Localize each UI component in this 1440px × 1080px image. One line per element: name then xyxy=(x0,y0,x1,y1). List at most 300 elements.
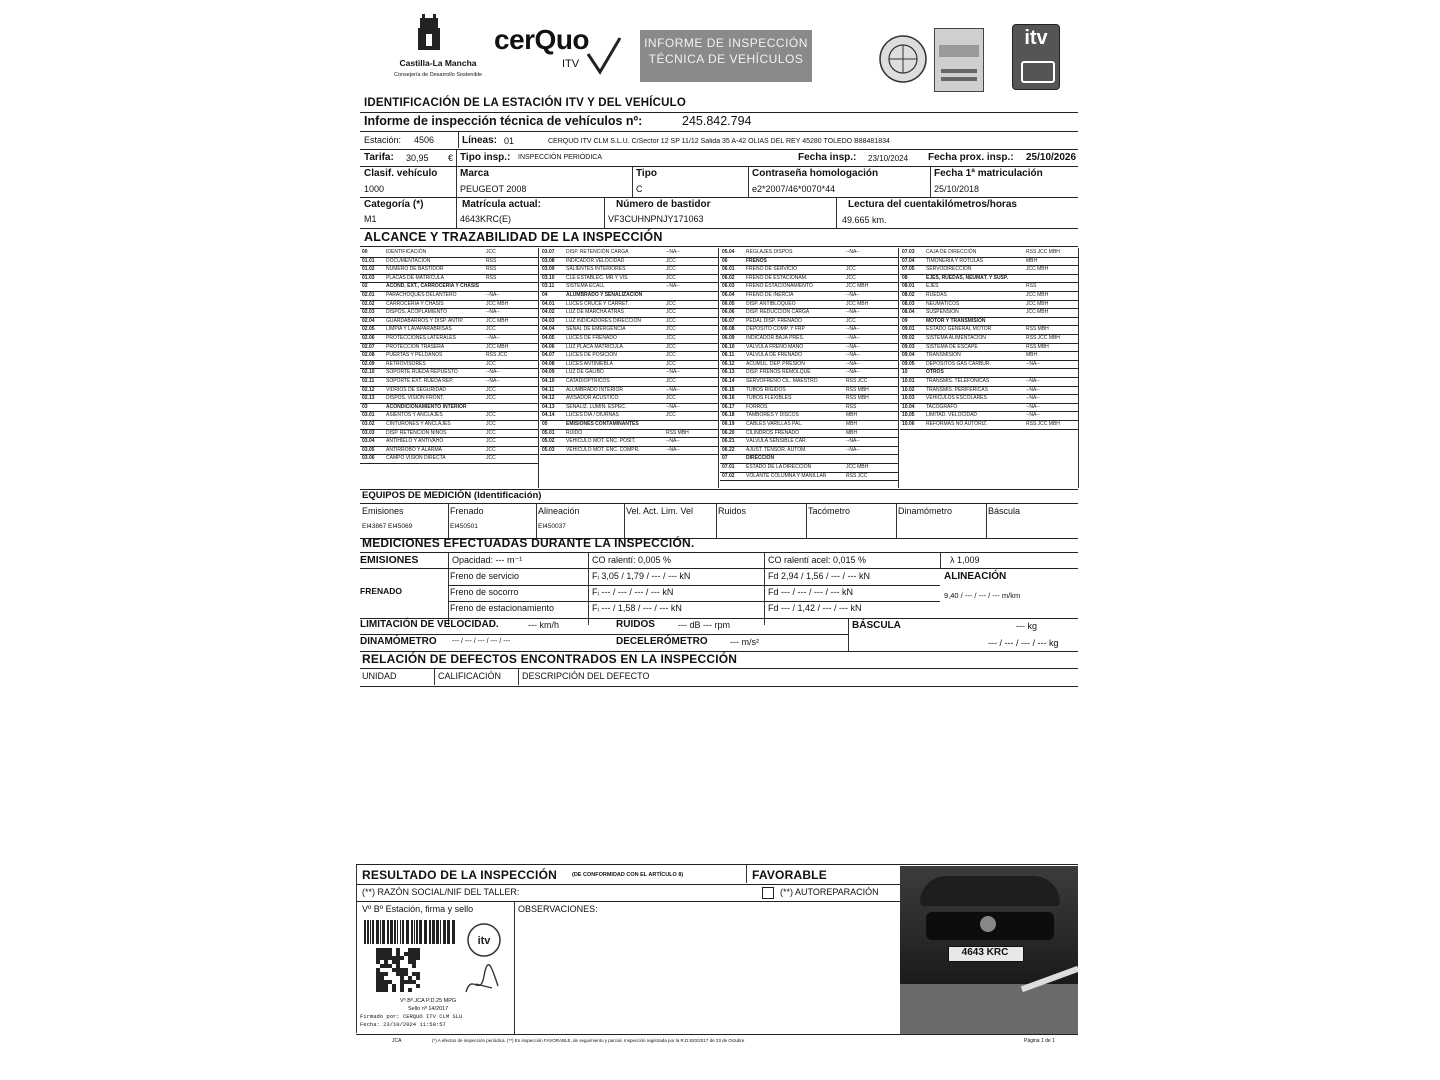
vehicle-class-label: Clasif. vehículo xyxy=(364,168,438,179)
scope-item-inspector: RSS MBH xyxy=(846,395,869,402)
scope-item-code: 06.08 xyxy=(722,326,735,333)
scope-item-name: DISP. FRENOS REMOLQUE xyxy=(746,369,811,376)
equipment-label: Frenado xyxy=(450,506,484,516)
barcode-bar xyxy=(380,920,381,944)
scope-item-name: SEÑAL DE EMERGENCIA xyxy=(566,326,626,333)
scope-item-inspector: JCC xyxy=(486,412,496,419)
scope-item-name: ESTADO GENERAL MOTOR xyxy=(926,326,992,333)
scope-item-inspector: JCC MBH xyxy=(1026,266,1049,273)
barcode-bar xyxy=(436,920,439,944)
scope-item-code: 06.03 xyxy=(722,283,735,290)
equipment-id: EI450037 xyxy=(538,523,566,530)
scope-item-inspector: RSS JCC MBH xyxy=(1026,421,1060,427)
decelerometer-label: DECELERÓMETRO xyxy=(616,636,708,647)
scope-item-inspector: --NA-- xyxy=(846,309,860,316)
scope-item-inspector: JCC xyxy=(666,309,676,316)
dynamometer-label: DINAMÓMETRO xyxy=(360,636,437,647)
scope-item-code: 05.03 xyxy=(542,446,555,453)
type-value: C xyxy=(636,184,643,194)
scope-item-code: 02.08 xyxy=(362,352,375,359)
scope-item-code: 04.06 xyxy=(542,343,555,350)
scope-item-inspector: RSS JCC xyxy=(846,378,868,384)
scope-item-inspector: --NA-- xyxy=(1026,378,1040,384)
equipment-label: Báscula xyxy=(988,506,1021,516)
scope-item-name: OTROS xyxy=(926,369,944,376)
scope-item-name: CLE ESTABLEC. MR Y VIS xyxy=(566,274,628,281)
qr-module xyxy=(400,988,404,992)
scope-item-inspector: --NA-- xyxy=(666,249,680,255)
scope-item-name: CARROCERÍA Y CHASIS xyxy=(386,300,444,307)
tariff-label: Tarifa: xyxy=(364,152,394,163)
scope-item-code: 06.18 xyxy=(722,412,735,419)
scope-item-name: INDICADOR VELOCIDAD xyxy=(566,257,625,264)
scope-item-inspector: --NA-- xyxy=(666,403,680,410)
scope-item-name: MOTOR Y TRANSMISIÓN xyxy=(926,317,986,324)
emergency-brake-left: Fᵢ --- / --- / --- / --- kN xyxy=(592,587,674,597)
scope-item-inspector: --NA-- xyxy=(666,386,680,393)
scope-item-name: ACUMUL. DEP. PRESIÓN xyxy=(746,360,805,367)
inspection-report-sheet xyxy=(352,8,1084,1074)
scope-item-code: 07 xyxy=(722,455,728,462)
scope-item-inspector: JCC xyxy=(666,335,676,341)
scope-item-inspector: --NA-- xyxy=(846,335,860,341)
homologation-label: Contraseña homologación xyxy=(752,168,879,179)
scope-item-code: 09.01 xyxy=(902,326,915,333)
signature-icon xyxy=(462,962,502,1002)
scope-item-code: 10.06 xyxy=(902,421,915,427)
scope-item-inspector: --NA-- xyxy=(486,335,500,341)
scope-item-name: ACOND. EXT., CARROCERÍA Y CHASIS xyxy=(386,283,479,290)
scope-item-code: 01.03 xyxy=(362,274,375,281)
scope-item-name: CABLES VARILLAS PAL. xyxy=(746,421,803,427)
scope-item-inspector: RSS xyxy=(486,274,497,281)
odometer-label: Lectura del cuentakilómetros/horas xyxy=(848,199,1017,210)
scope-row-line xyxy=(720,480,898,481)
result-value: FAVORABLE xyxy=(752,868,827,882)
scope-item-name: REGLAJES DISPOS xyxy=(746,249,793,255)
scope-item-code: 06.15 xyxy=(722,386,735,393)
scope-item-code: 06.05 xyxy=(722,300,735,307)
equipment-divider xyxy=(986,504,987,538)
homologation-value: e2*2007/46*0070*44 xyxy=(752,184,836,194)
equipment-divider xyxy=(806,504,807,538)
vehicle-class-value: 1000 xyxy=(364,184,385,194)
scope-item-inspector: JCC xyxy=(486,249,496,255)
qr-module xyxy=(416,976,420,980)
scope-item-name: FRENO DE ESTACIONAM. xyxy=(746,274,808,281)
scope-item-name: EJES, RUEDAS, NEUMÁT. Y SUSP. xyxy=(926,274,1008,281)
scope-item-name: LIMITAD. VELOCIDAD xyxy=(926,412,978,419)
scope-item-name: PARACHOQUES DELANTERO xyxy=(386,292,457,298)
check-mark-icon xyxy=(584,36,624,76)
scope-item-name: ALUMBRADO INTERIOR xyxy=(566,386,623,393)
scope-item-inspector: RSS xyxy=(1026,283,1037,290)
scope-item-name: DISP. RETENCIÓN CARGA xyxy=(566,249,629,255)
next-inspection-label: Fecha prox. insp.: xyxy=(928,152,1014,163)
scope-item-code: 05.02 xyxy=(542,438,555,445)
equipment-divider xyxy=(896,504,897,538)
scope-item-name: TUBOS FLEXIBLES xyxy=(746,395,792,402)
scope-item-code: 10.02 xyxy=(902,386,915,393)
scope-item-code: 09.03 xyxy=(902,343,915,350)
scope-row-line xyxy=(360,463,538,464)
scope-item-inspector: --NA-- xyxy=(846,438,860,445)
tariff-value: 30,95 xyxy=(406,153,429,163)
emergency-brake-right: Fd --- / --- / --- / --- kN xyxy=(768,587,853,597)
scope-item-name: FRENO DE INERCIA xyxy=(746,292,794,298)
speed-limit-label: LIMITACIÓN DE VELOCIDAD. xyxy=(360,619,499,630)
photo-plate: 4643 KRC xyxy=(961,947,1009,958)
scope-item-code: 03.10 xyxy=(542,274,555,281)
brand-label: Marca xyxy=(460,168,489,179)
measurements-section-title: MEDICIONES EFECTUADAS DURANTE LA INSPECCIÓN. xyxy=(362,536,695,550)
parking-brake-left: Fᵢ --- / 1,58 / --- / --- kN xyxy=(592,603,682,613)
scope-item-inspector: JCC MBH xyxy=(486,343,509,350)
co-idle-value: CO ralentí: 0,005 % xyxy=(592,555,672,565)
scope-item-inspector: --NA-- xyxy=(486,309,500,316)
scope-item-name: DISP. ANTIBLOQUEO xyxy=(746,300,796,307)
scope-item-name: RETROVISORES xyxy=(386,360,426,367)
scope-item-name: VEHÍCULOS ESCOLARES xyxy=(926,395,987,402)
speed-limit-value: --- km/h xyxy=(528,620,559,630)
scope-column-divider xyxy=(538,248,539,488)
report-title-line-1: INFORME DE INSPECCIÓN xyxy=(644,36,808,50)
signed-date: Fecha: 23/10/2024 11:50:57 xyxy=(360,1021,446,1028)
emissions-label: EMISIONES xyxy=(360,554,419,566)
page-number: Página 1 de 1 xyxy=(1024,1038,1055,1044)
scope-item-code: 06.19 xyxy=(722,421,735,427)
scope-item-inspector: JCC xyxy=(846,274,856,281)
scope-item-name: LUZ INDICADORES DIRECCIÓN xyxy=(566,317,642,324)
scope-item-code: 07.05 xyxy=(902,266,915,273)
inspection-type-label: Tipo insp.: xyxy=(460,152,511,163)
scope-item-name: DISPOS. ACOPLAMIENTO xyxy=(386,309,448,316)
scope-item-code: 10.01 xyxy=(902,378,915,384)
vin-label: Número de bastidor xyxy=(616,199,711,210)
scope-column-divider xyxy=(898,248,899,488)
itv-stamp-icon xyxy=(464,922,504,958)
brand-value: PEUGEOT 2008 xyxy=(460,184,527,194)
enac-seal-icon xyxy=(878,34,928,84)
scope-item-code: 04.09 xyxy=(542,369,555,376)
scope-item-code: 03.06 xyxy=(362,455,375,462)
scope-item-code: 02.13 xyxy=(362,395,375,402)
alignment-value: 9,40 / --- / --- / --- m/km xyxy=(944,591,1021,600)
scope-item-inspector: JCC MBH xyxy=(846,300,869,307)
footer-note: (*) A efectos de inspección periódica. (**) En inspección FAVORABLE, de seguimiento y parcial. Inspección registrada por la R.D.920/2017 de 23 de Octubre xyxy=(432,1038,745,1043)
scope-item-code: 07.03 xyxy=(902,249,915,255)
barcode-bar xyxy=(447,920,450,944)
scope-item-name: TACÓGRAFO xyxy=(926,403,958,410)
scope-item-name: SISTEMA DE ESCAPE xyxy=(926,343,978,350)
barcode-bar xyxy=(376,920,379,944)
barcode-bar xyxy=(414,920,415,944)
equipment-divider xyxy=(448,504,449,538)
scope-item-inspector: RSS MBH xyxy=(1026,343,1049,350)
scope-item-inspector: JCC xyxy=(486,455,496,462)
braking-label: FRENADO xyxy=(360,586,403,596)
scope-item-name: FRENOS xyxy=(746,257,767,264)
scope-item-inspector: JCC MBH xyxy=(1026,309,1049,316)
scope-item-inspector: --NA-- xyxy=(846,369,860,376)
barcode-bar xyxy=(372,920,374,944)
scope-item-code: 03.01 xyxy=(362,412,375,419)
scope-item-inspector: MBH xyxy=(846,429,858,436)
equipment-divider xyxy=(536,504,537,538)
scope-item-name: SALIENTES INTERIORES xyxy=(566,266,626,273)
scope-item-code: 09.04 xyxy=(902,352,915,359)
lines-value: 01 xyxy=(504,136,515,146)
scope-item-code: 06.21 xyxy=(722,438,735,445)
qr-module xyxy=(392,988,396,992)
scope-item-inspector: JCC MBH xyxy=(1026,300,1049,307)
scope-item-name: EMISIONES CONTAMINANTES xyxy=(566,421,639,427)
scope-item-inspector: JCC MBH xyxy=(1026,292,1049,298)
scope-item-code: 04.04 xyxy=(542,326,555,333)
scope-item-code: 07.04 xyxy=(902,257,915,264)
noise-label: RUIDOS xyxy=(616,619,655,630)
scope-item-inspector: JCC MBH xyxy=(846,464,869,470)
scope-item-code: 03.08 xyxy=(542,257,555,264)
scope-item-inspector: RSS JCC MBH xyxy=(1026,249,1060,255)
scope-item-inspector: JCC xyxy=(666,343,676,350)
scope-item-inspector: RSS JCC xyxy=(486,352,508,359)
scope-item-name: FRENO ESTACIONAMIENTO xyxy=(746,283,813,290)
scope-item-inspector: --NA-- xyxy=(486,292,500,298)
scope-item-name: ANTIRROBO Y ALARMA xyxy=(386,446,442,453)
alignment-label: ALINEACIÓN xyxy=(944,571,1007,582)
scope-item-code: 09.05 xyxy=(902,360,915,367)
defects-section-title: RELACIÓN DE DEFECTOS ENCONTRADOS EN LA INSPECCIÓN xyxy=(362,652,738,666)
scope-item-code: 05.04 xyxy=(722,249,735,255)
equipment-label: Alineación xyxy=(538,506,580,516)
scope-item-code: 03.11 xyxy=(542,283,555,290)
scope-item-name: PROTECCIÓN TRASERA xyxy=(386,343,445,350)
barcode-bar xyxy=(394,920,396,944)
scope-item-name: TRANSMIS. TELEFÓNICAS xyxy=(926,378,990,384)
scope-item-code: 10 xyxy=(902,369,908,376)
scope-row-line xyxy=(900,429,1078,430)
scope-item-name: ALUMBRADO Y SEÑALIZACIÓN xyxy=(566,292,643,298)
odometer-value: 49.665 km. xyxy=(842,215,887,225)
scope-item-name: AJUST. TENSOR. AUTOM. xyxy=(746,446,807,453)
qr-module xyxy=(416,956,420,960)
scope-item-inspector: --NA-- xyxy=(846,249,860,255)
service-brake-label: Freno de servicio xyxy=(450,571,520,581)
barcode-bar xyxy=(452,920,455,944)
result-section-title: RESULTADO DE LA INSPECCIÓN xyxy=(362,868,557,882)
scope-item-inspector: MBH xyxy=(1026,352,1038,359)
scope-item-name: VÁLVULA DE FRENADO xyxy=(746,352,803,359)
scope-item-name: TUBOS RÍGIDOS xyxy=(746,386,786,393)
footer-left: JCA xyxy=(392,1038,402,1044)
emergency-brake-label: Freno de socorro xyxy=(450,587,519,597)
stamp-label: Vº Bº Estación, firma y sello xyxy=(362,904,474,914)
scope-item-name: VÁLVULA SENSIBLE CAR. xyxy=(746,438,808,445)
scope-item-name: CAMPO VISIÓN DIRECTA xyxy=(386,455,446,462)
scope-item-code: 02.05 xyxy=(362,326,375,333)
scope-item-name: LUCES DE FRENADO xyxy=(566,335,617,341)
barcode-bar xyxy=(367,920,369,944)
scope-item-code: 08.02 xyxy=(902,292,915,298)
scope-item-name: AVISADOR ACÚSTICO xyxy=(566,395,619,402)
report-number: 245.842.794 xyxy=(682,114,752,128)
scope-item-name: GUARDABARROS Y DISP. ANTIP. xyxy=(386,317,464,324)
scope-item-inspector: JCC xyxy=(486,386,496,393)
barcode-bar xyxy=(432,920,435,944)
scope-item-name: SERVOFRENO CIL. MAESTRO xyxy=(746,378,818,384)
scope-item-inspector: --NA-- xyxy=(846,326,860,333)
scope-item-code: 04.14 xyxy=(542,412,555,419)
scope-item-code: 02.11 xyxy=(362,378,375,384)
qr-module xyxy=(408,988,412,992)
barcode-bar xyxy=(400,920,401,944)
scope-item-name: TRANSMIS. PERIFÉRICAS xyxy=(926,386,988,393)
scope-item-code: 07.01 xyxy=(722,464,735,470)
scope-item-inspector: JCC xyxy=(666,360,676,367)
parking-brake-label: Freno de estacionamiento xyxy=(450,603,555,613)
scope-item-code: 06.06 xyxy=(722,309,735,316)
scope-item-code: 00 xyxy=(362,249,368,255)
scope-item-code: 06.10 xyxy=(722,343,735,350)
qr-module xyxy=(412,964,416,968)
observations-label: OBSERVACIONES: xyxy=(518,904,598,914)
scope-item-name: VEHÍCULO MOT. ENC. POSIT. xyxy=(566,438,636,445)
scope-item-code: 06.09 xyxy=(722,335,735,341)
scope-item-inspector: JCC xyxy=(486,421,496,427)
scope-item-name: SISTEMA ECALL xyxy=(566,283,605,290)
defects-col-qualification: CALIFICACIÓN xyxy=(438,671,502,681)
scope-item-name: SOPORTE RUEDA REPUESTO xyxy=(386,369,458,376)
station-value: 4506 xyxy=(414,135,435,145)
scope-column-divider xyxy=(718,248,719,488)
scope-item-inspector: --NA-- xyxy=(666,438,680,445)
scope-item-name: LUZ PLACA MATRÍCULA xyxy=(566,343,623,350)
scope-item-code: 03.09 xyxy=(542,266,555,273)
scope-column-divider xyxy=(1078,248,1079,488)
scope-item-name: LUCES DÍA / DIURNAS xyxy=(566,412,619,419)
barcode-bar xyxy=(397,920,398,944)
scope-item-name: DEPÓSITOS GAS CARBUR. xyxy=(926,360,991,367)
equipment-row xyxy=(360,504,1078,538)
scope-item-inspector: JCC xyxy=(486,429,496,436)
scope-item-inspector: JCC xyxy=(666,274,676,281)
scope-item-name: SISTEMA ALIMENTACIÓN xyxy=(926,335,986,341)
scope-item-inspector: --NA-- xyxy=(846,446,860,453)
scope-item-name: NÚMERO DE BASTIDOR xyxy=(386,266,444,273)
scope-item-name: NEUMÁTICOS xyxy=(926,300,960,307)
barcode-bar xyxy=(402,920,404,944)
scope-item-name: PLACAS DE MATRÍCULA xyxy=(386,274,444,281)
workshop-label: (**) RAZÓN SOCIAL/NIF DEL TALLER: xyxy=(362,887,520,897)
qr-module xyxy=(416,984,420,988)
barcode-bar xyxy=(429,920,431,944)
barcode-bar xyxy=(443,920,446,944)
scope-item-code: 06 xyxy=(722,257,728,264)
scope-item-inspector: --NA-- xyxy=(1026,403,1040,410)
scope-item-name: RUIDO xyxy=(566,429,583,436)
report-number-label: Informe de inspección técnica de vehículos nº: xyxy=(364,114,643,128)
itv-badge-text: itv xyxy=(1024,27,1048,49)
scope-item-inspector: --NA-- xyxy=(846,352,860,359)
scope-item-code: 07.02 xyxy=(722,472,735,479)
scope-item-inspector: JCC MBH xyxy=(486,300,509,307)
scope-item-name: SOPORTE EXT. RUEDA REP. xyxy=(386,378,454,384)
scope-item-name: CATADIÓPTRICOS xyxy=(566,378,610,384)
scope-item-name: ASIENTOS Y ANCLAJES xyxy=(386,412,443,419)
scope-item-name: REFORMAS NO AUTORIZ. xyxy=(926,421,988,427)
scope-item-code: 06.13 xyxy=(722,369,735,376)
scope-item-name: LUCES ANTINIEBLA xyxy=(566,360,613,367)
self-repair-checkbox[interactable] xyxy=(762,887,774,899)
scope-item-inspector: MBH xyxy=(846,421,858,427)
scope-item-name: VEHÍCULO MOT. ENC. COMPR. xyxy=(566,446,640,453)
first-registration-label: Fecha 1ª matriculación xyxy=(934,168,1043,179)
scope-item-code: 06.16 xyxy=(722,395,735,402)
scope-item-name: LUCES CRUCE Y CARRET. xyxy=(566,300,630,307)
region-logo xyxy=(378,14,498,86)
scope-item-name: PROTECCIONES LATERALES xyxy=(386,335,456,341)
equipment-label: Tacómetro xyxy=(808,506,851,516)
region-subtitle: Consejería de Desarrollo Sostenible xyxy=(393,72,483,78)
qr-module xyxy=(384,972,388,976)
scope-item-inspector: MBH xyxy=(1026,257,1038,264)
lambda-value: λ 1,009 xyxy=(950,555,980,565)
equipment-section-title: EQUIPOS DE MEDICIÓN (Identificación) xyxy=(362,490,542,501)
scope-item-inspector: RSS xyxy=(486,257,497,264)
scope-item-code: 04.01 xyxy=(542,300,555,307)
scope-item-inspector: JCC xyxy=(666,257,676,264)
service-brake-right: Fd 2,94 / 1,56 / --- / --- kN xyxy=(768,571,871,581)
scope-item-code: 04.10 xyxy=(542,378,555,384)
brand-sub: ITV xyxy=(562,58,580,70)
scope-item-inspector: MBH xyxy=(846,412,858,419)
scope-item-name: PEDAL DISP. FRENADO xyxy=(746,317,802,324)
scope-item-inspector: JCC xyxy=(486,446,496,453)
region-name: Castilla-La Mancha xyxy=(399,58,477,68)
scope-item-code: 06.07 xyxy=(722,317,735,324)
scope-item-code: 05 xyxy=(542,421,548,427)
scope-item-code: 02.04 xyxy=(362,317,375,324)
scope-item-code: 10.04 xyxy=(902,403,915,410)
scope-item-code: 02 xyxy=(362,283,368,290)
defects-col-description: DESCRIPCIÓN DEL DEFECTO xyxy=(522,671,650,681)
scope-item-code: 02.09 xyxy=(362,360,375,367)
scope-item-name: LUCES DE POSICIÓN xyxy=(566,352,617,359)
scope-item-name: CILINDROS FRENADO xyxy=(746,429,800,436)
tariff-unit: € xyxy=(448,153,454,163)
scope-item-name: SERVODIRECCIÓN xyxy=(926,266,972,273)
scope-item-inspector: JCC xyxy=(486,360,496,367)
brand-name: cerQuo xyxy=(494,24,590,55)
qr-code xyxy=(376,948,420,992)
scope-item-code: 04.02 xyxy=(542,309,555,316)
scope-item-name: EJES xyxy=(926,283,939,290)
scope-item-code: 03.04 xyxy=(362,438,375,445)
scope-item-name: ANTIHIELO Y ANTIVAHO xyxy=(386,438,444,445)
scope-item-inspector: JCC xyxy=(666,266,676,273)
scope-item-name: DIRECCIÓN xyxy=(746,455,775,462)
scope-item-code: 03.07 xyxy=(542,249,555,255)
scope-item-inspector: JCC xyxy=(486,395,496,402)
scope-item-inspector: JCC xyxy=(666,352,676,359)
scope-item-code: 06.01 xyxy=(722,266,735,273)
scope-item-inspector: --NA-- xyxy=(1026,395,1040,402)
scope-item-code: 06.17 xyxy=(722,403,735,410)
plate-value: 4643KRC(E) xyxy=(460,214,512,224)
scope-item-name: IDENTIFICACIÓN xyxy=(386,249,427,255)
scope-item-code: 06.22 xyxy=(722,446,735,453)
